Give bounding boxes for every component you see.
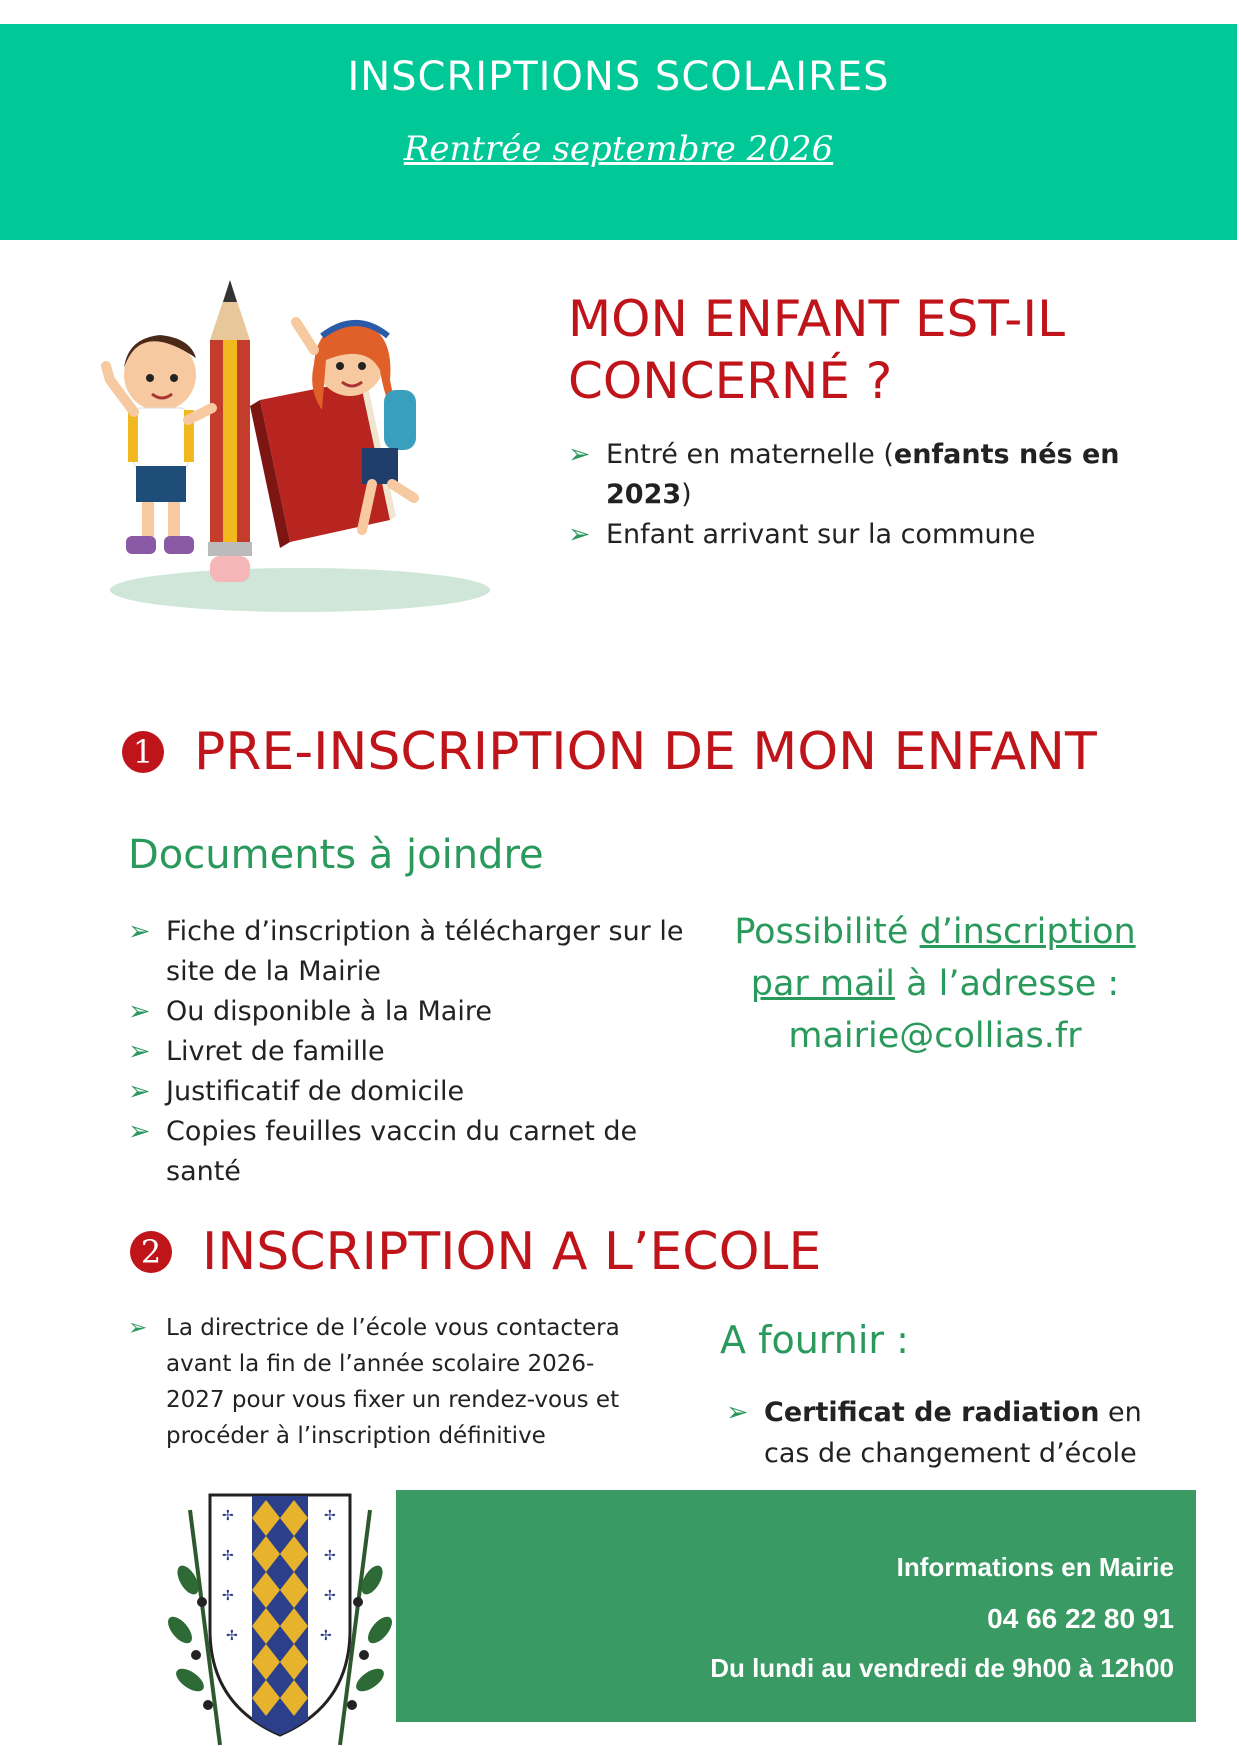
- list-item: ➢ Livret de famille: [128, 1032, 698, 1072]
- svg-text:✢: ✢: [226, 1628, 238, 1644]
- step-1-title: PRE-INSCRIPTION DE MON ENFANT: [194, 722, 1097, 782]
- kids-illustration: [100, 280, 500, 620]
- a-fournir-title: A fournir :: [720, 1318, 909, 1362]
- list-item: ➢ Copies feuilles vaccin du carnet de santé: [128, 1112, 698, 1192]
- girl-backpack: [384, 390, 416, 450]
- step-number-2: 2: [130, 1231, 172, 1273]
- list-item: ➢ Entré en maternelle (enfants nés en 2023): [568, 435, 1128, 515]
- documents-title: Documents à joindre: [128, 832, 544, 878]
- list-item: ➢ Fiche d’inscription à télécharger sur le site de la Mairie: [128, 912, 698, 992]
- list-item: ➢ Ou disponible à la Maire: [128, 992, 698, 1032]
- step-number-1: 1: [122, 731, 164, 773]
- mail-registration-note: Possibilité d’inscription par mail à l’adresse : mairie@collias.fr: [734, 912, 1136, 1056]
- svg-text:✢: ✢: [320, 1628, 332, 1644]
- coat-of-arms-icon: [160, 1490, 400, 1755]
- list-item: ➢ Enfant arrivant sur la commune: [568, 515, 1128, 555]
- pencil-eraser: [210, 556, 250, 582]
- svg-text:✢: ✢: [222, 1548, 234, 1564]
- step-2-title: INSCRIPTION A L’ECOLE: [202, 1222, 822, 1282]
- page-title: INSCRIPTIONS SCOLAIRES: [347, 54, 890, 100]
- footer-phone: 04 66 22 80 91: [987, 1603, 1174, 1634]
- svg-text:✢: ✢: [222, 1508, 234, 1524]
- arrow-bullet-icon: ➢: [568, 519, 591, 550]
- footer-hours: Du lundi au vendredi de 9h00 à 12h00: [710, 1653, 1174, 1683]
- arrow-bullet-icon: ➢: [128, 1116, 151, 1147]
- step-2-header: [130, 1222, 821, 1282]
- arrow-bullet-icon: ➢: [128, 916, 151, 947]
- concerne-list: [568, 435, 1128, 555]
- list-item: ➢ Justificatif de domicile: [128, 1072, 698, 1112]
- arrow-bullet-icon: ➢: [128, 1076, 151, 1107]
- boy-shirt: [134, 408, 188, 470]
- footer-info-title: Informations en Mairie: [896, 1552, 1174, 1582]
- header-banner: [0, 24, 1237, 240]
- page-subtitle: Rentrée septembre 2026: [403, 129, 834, 169]
- arrow-bullet-icon: ➢: [128, 1315, 148, 1341]
- svg-text:✢: ✢: [324, 1508, 336, 1524]
- arrow-bullet-icon: ➢: [568, 439, 591, 470]
- email-link[interactable]: mairie@collias.fr: [788, 1016, 1082, 1056]
- fournir-list: [726, 1392, 1186, 1474]
- svg-text:✢: ✢: [324, 1548, 336, 1564]
- ground-shadow: [110, 568, 490, 612]
- boy-shorts: [136, 466, 186, 502]
- arrow-bullet-icon: ➢: [726, 1397, 749, 1428]
- step-1-header: [122, 722, 1097, 782]
- school-info-list: [128, 1310, 648, 1454]
- svg-text:✢: ✢: [222, 1588, 234, 1604]
- list-item: ➢ Certificat de radiation en cas de changement d’école: [726, 1392, 1186, 1474]
- arrow-bullet-icon: ➢: [128, 1036, 151, 1067]
- concerne-heading: MON ENFANT EST-IL CONCERNÉ ?: [568, 290, 1065, 410]
- list-item: ➢ La directrice de l’école vous contactera avant la fin de l’année scolaire 2026-2027 pour vous fixer un rendez-vous et procéder à l’inscription définitive: [128, 1310, 648, 1454]
- documents-list: [128, 912, 698, 1192]
- footer-info-box: [396, 1490, 1196, 1722]
- arrow-bullet-icon: ➢: [128, 996, 151, 1027]
- svg-text:✢: ✢: [324, 1588, 336, 1604]
